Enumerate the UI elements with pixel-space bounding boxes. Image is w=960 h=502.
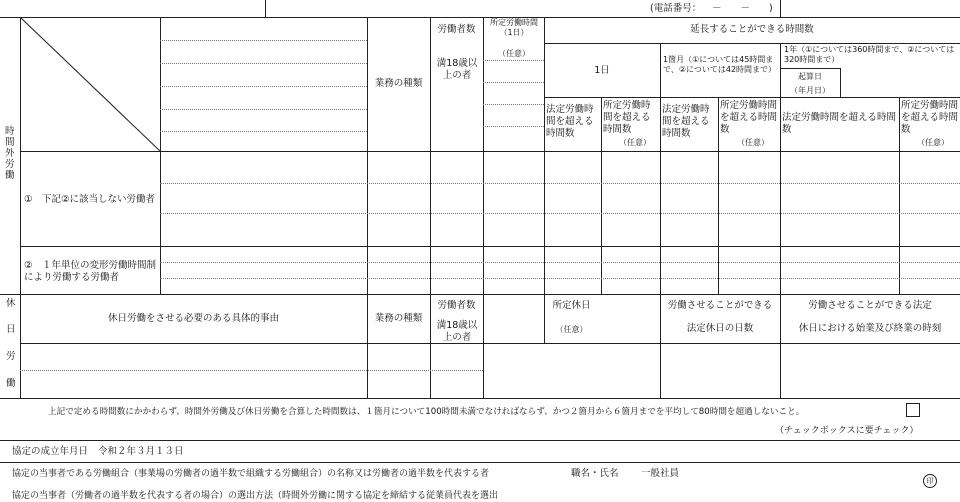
holiday-workers-header: 労働者数 bbox=[437, 300, 476, 311]
agreement-date-value: 令和２年３月１３日 bbox=[98, 446, 184, 457]
phone-label: (電話番号： bbox=[650, 3, 702, 14]
month-optional: （任意） bbox=[737, 138, 769, 147]
holiday-times-header-2: 休日における始業及び終業の時刻 bbox=[798, 323, 942, 334]
holiday-side-3: 労 bbox=[6, 351, 16, 362]
holiday-side-4: 働 bbox=[6, 378, 16, 389]
party-label: 協定の当事者である労働組合（事業場の労働者の過半数で組織する労働組合）の名称又は労働者の過半数を代表する者 bbox=[12, 469, 490, 479]
one-month-header: 1箇月（①については45時間まで、②については42時間まで） bbox=[663, 55, 777, 74]
holiday-workers-sub-header: 満18歳以上の者 bbox=[436, 320, 478, 343]
holiday-side-1: 休 bbox=[6, 298, 16, 309]
overtime-limit-statement: 上記で定める時間数にかかわらず、時間外労働及び休日労働を合算した時間数は、１箇月について100時間未満でなければならず、かつ２箇月から６箇月までを平均して80時間を超過しないこと。 bbox=[48, 407, 805, 417]
one-year-header: 1年（①については360時間まで、②については320時間まで） bbox=[784, 45, 955, 64]
holiday-days-header-1: 労働させることができる bbox=[667, 300, 773, 311]
holiday-reason-header: 休日労働をさせる必要のある具体的事由 bbox=[107, 313, 279, 324]
year-legal-header: 法定労働時間を超える時間数 bbox=[782, 112, 897, 135]
holiday-prescribed-optional: （任意） bbox=[555, 325, 588, 334]
overtime-limit-checkbox[interactable] bbox=[906, 403, 920, 417]
holiday-job-type-header: 業務の種類 bbox=[374, 313, 423, 324]
row1-label: ① 下記②に該当しない労働者 bbox=[24, 194, 156, 205]
row2-label: ② １年単位の変形労働時間制により労働する労働者 bbox=[24, 260, 157, 283]
holiday-prescribed-header: 所定休日 bbox=[552, 300, 591, 311]
job-type-header: 業務の種類 bbox=[374, 78, 423, 89]
start-date-header: 起算日 bbox=[798, 72, 822, 81]
overtime-side-label: 時間外労働 bbox=[5, 126, 15, 181]
agreement-date-label: 協定の成立年月日 bbox=[12, 446, 89, 457]
prescribed-optional: （任意） bbox=[498, 49, 530, 58]
workers-sub-header: 満18歳以上の者 bbox=[436, 58, 478, 81]
day-optional: （任意） bbox=[619, 138, 651, 147]
month-prescribed-header: 所定労働時間を超える時間数 bbox=[720, 100, 778, 135]
workers-header: 労働者数 bbox=[437, 24, 476, 35]
day-prescribed-header: 所定労働時間を超える時間数 bbox=[603, 100, 651, 135]
selection-method-label: 協定の当事者（労働者の過半数を代表する者の場合）の選出方法（時間外労働に関する協定を締結する従業員代表を選出 bbox=[12, 491, 499, 501]
holiday-side-2: 日 bbox=[6, 324, 16, 335]
holiday-days-header-2: 法定休日の日数 bbox=[686, 323, 754, 334]
holiday-times-header-1: 労働させることができる法定 bbox=[808, 300, 932, 311]
title-name-label: 職名・氏名 bbox=[571, 468, 619, 479]
checkbox-note: （チェックボックスに要チェック） bbox=[775, 426, 919, 436]
year-optional: （任意） bbox=[917, 138, 949, 147]
prescribed-hours-header: 所定労働時間（1日） bbox=[490, 18, 538, 37]
extendable-hours-header: 延長することができる時間数 bbox=[690, 24, 814, 35]
month-legal-header: 法定労働時間を超える時間数 bbox=[662, 104, 710, 139]
day-legal-header: 法定労働時間を超える時間数 bbox=[546, 104, 594, 139]
diagonal-line bbox=[20, 17, 161, 152]
start-date-sub-header: （年月日） bbox=[790, 86, 830, 95]
one-day-header: 1日 bbox=[594, 65, 610, 76]
year-prescribed-header: 所定労働時間を超える時間数 bbox=[901, 100, 959, 135]
seal-mark: 印 bbox=[923, 474, 937, 488]
title-name-value: 一般社員 bbox=[641, 468, 680, 479]
phone-value: － － ) bbox=[712, 3, 773, 14]
